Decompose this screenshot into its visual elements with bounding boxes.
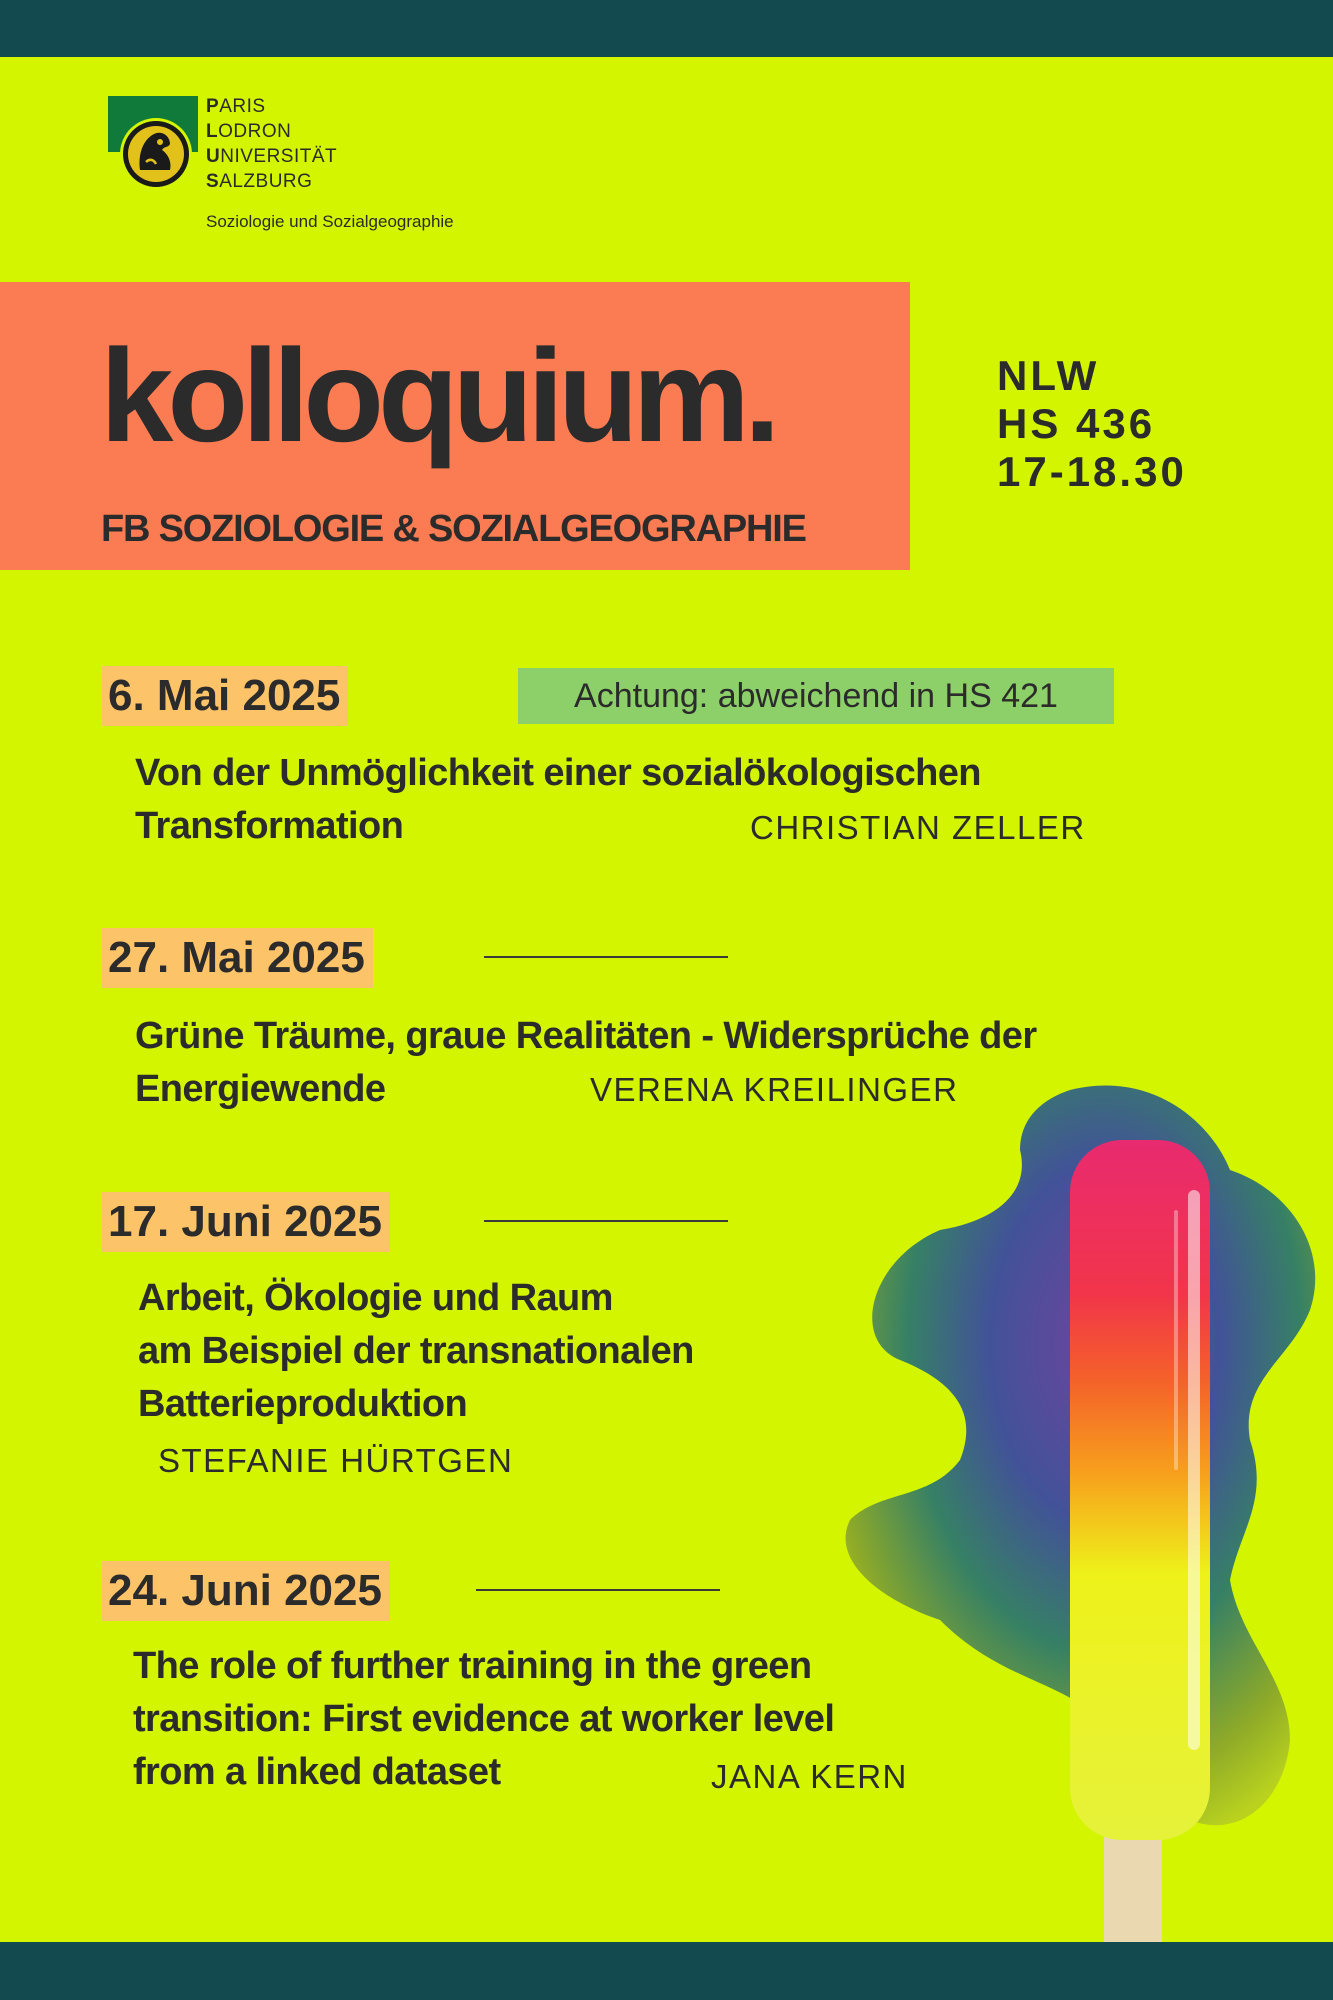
venue-time: 17-18.30 [997,448,1187,495]
event-speaker: CHRISTIAN ZELLER [750,809,1086,846]
university-line: UNIVERSITÄT [206,146,338,167]
department-label: Soziologie und Sozialgeographie [206,212,454,231]
event-speaker: VERENA KREILINGER [590,1071,959,1108]
venue-building: NLW [997,352,1100,399]
university-line: LODRON [206,121,292,142]
event-speaker: STEFANIE HÜRTGEN [158,1442,514,1479]
top-band [0,0,1333,57]
divider [484,956,728,958]
melting-popsicle-illustration [770,1080,1333,1942]
event-date: 17. Juni 2025 [102,1192,390,1252]
room-change-note: Achtung: abweichend in HS 421 [518,668,1114,724]
divider [484,1220,728,1222]
divider [476,1589,720,1591]
page-title: kolloquium. [100,322,775,469]
venue-info [997,352,1187,496]
university-line: PARIS [206,96,266,117]
event-title: The role of further training in the green transition: First evidence at worker level from a linked dataset [133,1645,835,1793]
event-title: Von der Unmöglichkeit einer sozialökologischen Transformation [135,752,981,847]
event-date: 27. Mai 2025 [102,928,373,988]
venue-room: HS 436 [997,400,1156,447]
university-name [206,94,337,194]
lion-emblem-icon [108,96,198,192]
event-title: Arbeit, Ökologie und Raum am Beispiel der transnationalen Batterieproduktion [138,1277,694,1425]
event-date: 24. Juni 2025 [102,1561,390,1621]
event-title: Grüne Träume, graue Realitäten - Widersprüche der Energiewende [135,1015,1037,1110]
event-speaker: JANA KERN [711,1758,908,1795]
page-subtitle: FB SOZIOLOGIE & SOZIALGEOGRAPHIE [101,508,806,550]
event-date: 6. Mai 2025 [102,666,348,726]
bottom-band [0,1942,1333,2000]
university-line: SALZBURG [206,171,313,192]
